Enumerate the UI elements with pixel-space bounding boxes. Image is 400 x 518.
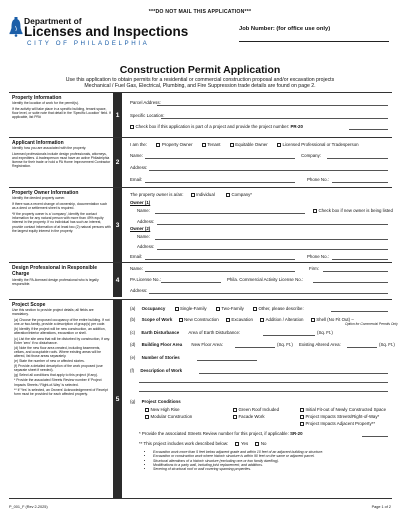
conditions-row [130,399,181,404]
section-3-desc-1: Identify the deeded property owner. [12,196,66,200]
section-2-number: 2 [113,138,122,187]
description-label: Description of Work [140,368,183,373]
section-3-desc-2: If there was a recent change of ownership, documentation such as a deed or settlement sheet is required. [12,202,108,211]
section-property-info [9,92,392,137]
list-item: • Excavation work more than 5 feet below adjacent grade and within 10 feet of an adjacent building or structure. [153,450,393,454]
description-field-3[interactable] [139,391,388,392]
i-am-label: I am the: [130,142,148,147]
cond-modular [145,414,192,419]
project-check-label: Check box if this application is part of a project and provide the project number: [135,124,290,129]
adjacent-checkbox[interactable] [300,422,304,426]
green-roof-label: Green Roof Included [238,407,280,412]
scope-note-streets: * Provide the associated Streets Review number if 'Project Impacts Streets / Right-of-Way' is selected. [14,378,102,387]
stories-label: Number of Stories [141,355,180,360]
equitable-owner-checkbox[interactable] [230,143,234,147]
i-am-row [130,142,359,147]
dp-phila-license-field[interactable] [313,282,388,283]
opt-property-owner: Property Owner [161,142,193,147]
list-item: • Modifications to a party wall, including joist replacement, and additions. [153,463,393,467]
page-number: Page 1 of 2 [371,505,391,509]
earth-key: (c) [130,330,136,335]
cond-adjacent [300,421,375,426]
owner-phone-field[interactable] [332,259,388,260]
stories-row [130,355,180,360]
individual-checkbox[interactable] [191,193,195,197]
owner-type-row [130,192,252,197]
scope-note-b: (b) Identify if the project will be new construction, an addition, alteration/interior alterations, excavation or shell. [14,327,106,336]
applicant-company-label: Company: [301,153,322,158]
scope-note-c: (c) List the site area that will be disturbed by construction, if any. Enter 'zero' if no disturbance. [14,336,111,345]
adjacent-yes-label: Yes [240,441,249,446]
scope-note-g: (g) Select all conditions that apply to this project (if any). [14,373,99,378]
shell-note: Option for Commercial Permits Only [345,322,398,326]
scope-row [130,317,354,322]
cond-green-roof [233,407,279,412]
description-key: (f) [130,368,135,373]
scope-label: Scope of Work [141,317,173,322]
adjacent-question-label: ** This project includes work described below: [139,441,229,446]
existing-altered-label: Existing Altered Area: [299,342,341,347]
addition-alteration-checkbox[interactable] [260,318,264,322]
scope-note-f: (f) Provide a detailed description of the work proposed (use separate sheet if needed). [14,364,103,373]
new-owner-checkbox[interactable] [313,209,317,213]
section-2-desc-2: Licensed professionals include design professionals, attorneys, and expediters. A tradesperson must have an active Philadelphia license for their trade or hold a PA Home Improvement Contractor Registration. [12,152,111,169]
stories-key: (e) [130,355,136,360]
section-2-desc-1: Identify how you are associated with the property. [12,146,87,150]
owner-2-address-label: Address: [137,244,155,249]
specific-location-label: Specific Location: [130,113,165,118]
dept-line-1: Department of [24,16,82,26]
adjacent-yes-checkbox[interactable] [235,442,239,446]
opt-individual: Individual [196,192,215,197]
modular-label: Modular Construction [150,414,193,419]
new-owner-row [313,208,393,213]
section-1-number: 1 [113,93,122,137]
section-1-desc-2: If the activity will take place in a specific building, tenant space, floor level, or suite note that detail in the 'Specific Location' field. If applicable, list PR# [12,107,111,120]
initial-fit-out-checkbox[interactable] [300,408,304,412]
scope-note-a: (a) Choose the proposed occupancy of the entire building. If not one-or two-family, provide a description of group(s) per code. [14,318,110,327]
adjacent-no-label: No [260,441,267,446]
job-number-line[interactable] [239,41,389,42]
owner-is-label: The property owner is a/an: [130,192,184,197]
adjacent-question-row [139,441,267,446]
subtitle-1: Use this application to obtain permits for a residential or commercial construction proposal and/or excavation projects [65,77,335,83]
dp-pa-license-field[interactable] [161,282,221,283]
dp-pa-license-label: PA License No.: [130,277,161,282]
section-project-scope [9,299,398,499]
applicant-company-field[interactable] [327,158,388,159]
section-design-professional [9,262,392,297]
streets-label: Project Impacts Streets/Right-of-Way* [305,414,380,419]
streets-review-row [139,431,303,436]
earth-area-label: Area of Earth Disturbance: [188,330,241,335]
occupancy-row [130,306,304,311]
cond-facade [233,414,265,419]
owner-1-address-field[interactable] [157,224,388,225]
dp-name-label: Name: [130,266,143,271]
parcel-address-field[interactable] [157,105,388,106]
owner-2-name-label: Name: [137,234,150,239]
other-occupancy-field[interactable] [331,311,388,312]
property-owner-checkbox[interactable] [156,143,160,147]
owner-email-field[interactable] [145,259,295,260]
owner-1-name-field[interactable] [155,213,305,214]
owner-1-label: Owner (1) [130,200,151,205]
owner-2-label: Owner (2) [130,226,151,231]
section-1-heading: Property Information [12,95,62,101]
section-5-heading: Project Scope [12,302,46,308]
project-number-field[interactable] [349,129,388,130]
applicant-email-field[interactable] [145,182,295,183]
streets-review-field[interactable] [362,436,388,437]
opt-addition-alteration: Addition / Alteration [265,317,304,322]
section-3-desc-3: *If the property owner is a 'company', identify the contact information for any natural person with more than 49% equity interest in the property. If no individual has such an interest, provide contact information of at least two (2) natural persons with the largest equity interest in the property. [12,212,111,233]
scope-note-e: (e) State the number of new or affected stories. [14,359,85,364]
dp-phila-license-label: Phila. Commercial Activity License No.: [227,277,304,282]
section-5-desc-1: Use this section to provide project details; all fields are mandatory. [12,308,94,317]
dp-address-label: Address: [130,288,148,293]
opt-licensed-professional: Licensed Professional or Tradesperson [282,142,359,147]
new-floor-unit: (Sq. Ft.) [277,342,293,347]
new-floor-area-field[interactable] [235,347,275,348]
cond-streets [300,414,379,419]
specific-location-field[interactable] [161,118,388,119]
shell-checkbox[interactable] [311,318,315,322]
section-4-number: 4 [113,263,122,297]
owner-1-name-label: Name: [137,208,150,213]
project-checkbox[interactable] [130,125,134,129]
notice-banner: ***DO NOT MAIL THIS APPLICATION*** [148,9,252,15]
owner-2-address-field[interactable] [157,249,388,250]
owner-2-name-field[interactable] [155,239,388,240]
dp-firm-label: Firm: [309,266,319,271]
new-construction-checkbox[interactable] [179,318,183,322]
applicant-phone-label: Phone No.: [307,177,329,182]
opt-new-construction: New Construction [184,317,219,322]
earth-area-field[interactable] [263,335,315,336]
parcel-address-label: Parcel Address: [130,100,161,105]
green-roof-checkbox[interactable] [233,408,237,412]
excavation-checkbox[interactable] [226,318,230,322]
project-check-row [130,124,303,129]
dp-firm-field[interactable] [323,271,388,272]
applicant-phone-field[interactable] [332,182,388,183]
liberty-bell-icon [9,17,23,37]
subtitle-2: Mechanical / Fuel Gas, Electrical, Plumbing, and Fire Suppression trade details are found on page 2. [84,83,316,89]
applicant-name-field[interactable] [145,158,295,159]
section-4-desc-1: Identify the PA-licensed design professional who is legally responsible. [12,278,99,287]
opt-tenant: Tenant [207,142,221,147]
company-checkbox[interactable] [226,193,230,197]
cond-new-high-rise [145,407,180,412]
opt-two-family: Two-Family [221,306,244,311]
description-field-1[interactable] [199,373,388,374]
dept-line-3: CITY OF PHILADELPHIA [27,40,150,47]
form-id: P_001_F (Rev 2-2025) [9,505,48,509]
section-3-number: 3 [113,188,122,262]
section-applicant-info [9,137,392,187]
streets-checkbox[interactable] [300,415,304,419]
opt-single-family: Single-Family [180,306,207,311]
owner-1-address-label: Address: [137,219,155,224]
description-row [130,368,182,373]
streets-review-label: * Provide the associated Streets Review number for this project, if applicable: [139,431,289,436]
description-field-2[interactable] [139,382,388,383]
floor-key: (d) [130,342,136,347]
licensed-professional-checkbox[interactable] [277,143,281,147]
occupancy-label: Occupancy [141,306,166,311]
stories-field[interactable] [197,360,257,361]
page-title: Construction Permit Application [119,64,281,76]
section-2-heading: Applicant Information [12,140,64,146]
owner-phone-label: Phone No.: [307,254,329,259]
facade-label: Facade Work [238,414,265,419]
initial-fit-out-label: Initial Fit-out of Newly Constructed Space [305,407,387,412]
list-item: • Excavation or construction work where historic structure is within 90 feet on the same or adjacent parcel. [153,454,393,458]
section-1-desc [9,93,113,137]
pr-prefix: PR-20 [290,124,303,129]
scope-note-d: (d) Note the new floor area created, including basements, cellars, and occupiable roofs. Where existing areas will be altered, list those areas separately. [14,345,102,358]
dept-line-2: Licenses and Inspections [24,24,189,39]
dp-name-field[interactable] [145,271,295,272]
opt-shell: Shell (No Fit Out) – [316,317,354,322]
other-occupancy-checkbox[interactable] [253,307,257,311]
owner-email-label: Email: [130,254,143,259]
new-floor-area-label: New Floor Area: [191,342,223,347]
applicant-address-field[interactable] [149,170,388,171]
section-3-heading: Property Owner Information [12,190,79,196]
adjacent-label: Project Impacts Adjacent Property** [305,421,376,426]
scope-key: (b) [130,317,136,322]
occupancy-key: (a) [130,306,136,311]
dp-address-field[interactable] [149,293,388,294]
existing-altered-unit: (Sq. Ft.) [379,342,395,347]
section-owner-info [9,187,392,262]
existing-altered-field[interactable] [347,347,377,348]
section-5-number: 5 [113,300,122,498]
two-family-checkbox[interactable] [216,307,220,311]
list-item: • Severing of structural roof or wall covering spanning properties. [153,467,393,471]
opt-company: Company* [231,192,252,197]
earth-label: Earth Disturbance [141,330,180,335]
opt-equitable-owner: Equitable Owner [235,142,268,147]
applicant-email-label: Email: [130,177,143,182]
tenant-checkbox[interactable] [202,143,206,147]
new-high-rise-label: New High Rise [150,407,180,412]
earth-row [130,330,240,335]
list-item: • Structural alterations of a historic structure (excluding one-or two family dwelling). [153,459,393,463]
new-owner-label: Check box if new owner is being listed [318,208,393,213]
section-4-heading: Design Professional in Responsible Charge [12,265,98,277]
opt-other-occupancy: Other, please describe: [258,306,304,311]
sr-prefix: SR-20 [290,431,303,436]
new-high-rise-checkbox[interactable] [145,408,149,412]
opt-excavation: Excavation [231,317,253,322]
scope-note-adjacent: ** If 'Yes' is selected, an Owners' Acknowledgement of Receipt form must be provided for each affected property. [14,387,108,396]
applicant-address-label: Address: [130,165,148,170]
applicant-name-label: Name: [130,153,143,158]
adjacent-no-checkbox[interactable] [255,442,259,446]
floor-label: Building Floor Area [141,342,183,347]
facade-checkbox[interactable] [233,415,237,419]
single-family-checkbox[interactable] [175,307,179,311]
cond-initial-fit-out [300,407,386,412]
adjacent-work-list [153,450,393,471]
job-number-label: Job Number: (for office use only) [239,26,331,32]
section-1-desc-1: Identify the location of work for the permit(s). [12,101,79,105]
floor-row [130,342,223,347]
earth-unit: (Sq. Ft.) [317,330,333,335]
conditions-label: Project Conditions [141,399,181,404]
modular-checkbox[interactable] [145,415,149,419]
conditions-key: (g) [130,399,136,404]
